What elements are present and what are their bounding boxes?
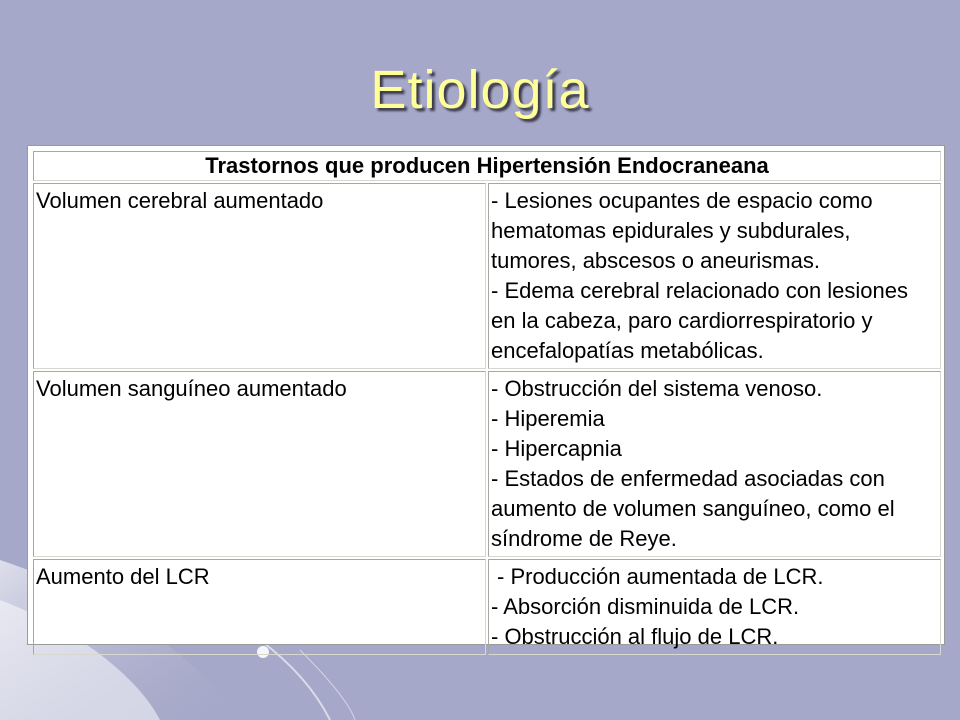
category-cell: Volumen cerebral aumentado [33,183,486,369]
table-row [33,371,941,557]
etiology-table [31,149,943,657]
cause-item: - Lesiones ocupantes de espacio como hematomas epidurales y subdurales, tumores, abscesos o aneurismas. [491,188,873,273]
cause-item: - Hipercapnia [491,436,622,461]
causes-cell [488,559,941,655]
cause-item: - Obstrucción al flujo de LCR. [491,624,779,649]
cause-item: - Obstrucción del sistema venoso. [491,376,823,401]
etiology-table-frame [27,145,945,649]
category-cell: Volumen sanguíneo aumentado [33,371,486,557]
table-header: Trastornos que producen Hipertensión Endocraneana [33,151,941,181]
cause-item: - Estados de enfermedad asociadas con aumento de volumen sanguíneo, como el síndrome de Reye. [491,466,895,551]
table-header-row [33,151,941,181]
table-row [33,183,941,369]
table-row [33,559,941,655]
category-cell: Aumento del LCR [33,559,486,655]
cause-item: - Edema cerebral relacionado con lesiones en la cabeza, paro cardiorrespiratorio y encefalopatías metabólicas. [491,278,909,363]
cause-item: - Hiperemia [491,406,605,431]
cause-item: - Producción aumentada de LCR. [497,564,824,589]
causes-cell [488,183,941,369]
slide-title: Etiología [370,60,590,120]
causes-cell [488,371,941,557]
cause-item: - Absorción disminuida de LCR. [491,594,800,619]
